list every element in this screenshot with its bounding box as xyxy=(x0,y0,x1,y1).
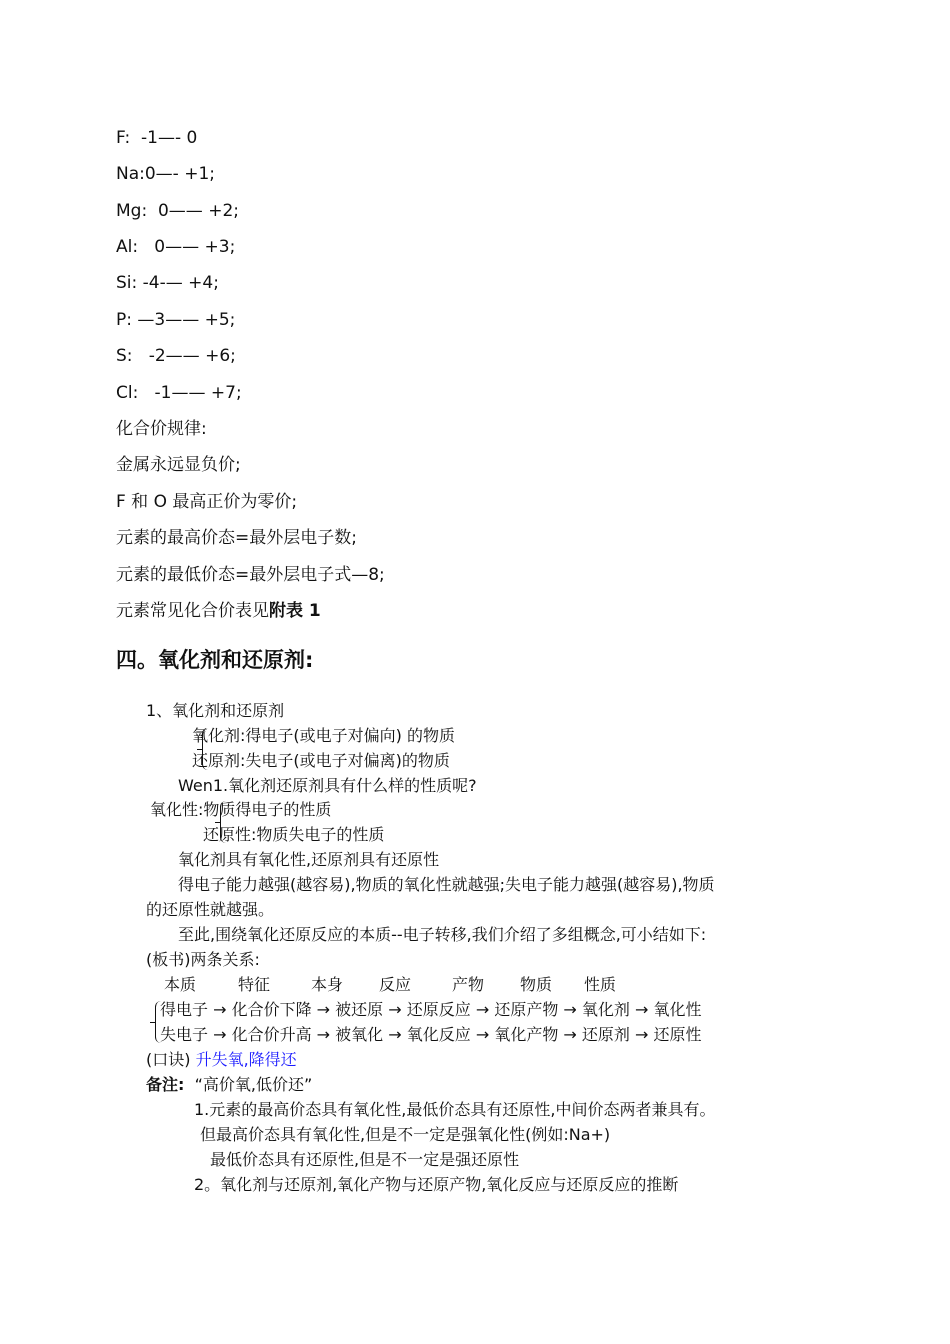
oxidant-definition: 氧化剂:得电子(或电子对偏向) 的物质 xyxy=(192,726,455,745)
valence-rule-metal: 金属永远显负价; xyxy=(116,455,241,475)
note-1-c: 最低价态具有还原性,但是不一定是强还原性 xyxy=(210,1150,520,1169)
relation-header-feature: 特征 xyxy=(238,975,271,994)
section-heading: 四。氧化剂和还原剂: xyxy=(116,648,314,672)
valence-line-f: F: -1—- 0 xyxy=(116,128,198,148)
valence-line-si: Si: -4-— +4; xyxy=(116,273,219,293)
note-2: 2。氧化剂与还原剂,氧化产物与还原产物,氧化反应与还原反应的推断 xyxy=(194,1175,679,1194)
valence-rule-f-o: F 和 O 最高正价为零价; xyxy=(116,492,298,512)
relation-header-reaction: 反应 xyxy=(379,975,412,994)
valence-line-cl: Cl: -1—— +7; xyxy=(116,383,242,403)
note-label: 备注: xyxy=(146,1075,185,1094)
relation-header-product: 产物 xyxy=(452,975,485,994)
valence-rule-highest: 元素的最高价态=最外层电子数; xyxy=(116,528,357,548)
note-text: “高价氧,低价还” xyxy=(194,1075,313,1094)
appendix-reference xyxy=(116,601,321,621)
valence-line-al: Al: 0—— +3; xyxy=(116,237,236,257)
summary-intro: 至此,围绕氧化还原反应的本质--电子转移,我们介绍了多组概念,可小结如下: xyxy=(178,925,707,944)
note-1: 1.元素的最高价态具有氧化性,最低价态具有还原性,中间价态两者兼具有。 xyxy=(194,1100,716,1119)
valence-line-mg: Mg: 0—— +2; xyxy=(116,201,240,221)
relation-header-essence: 本质 xyxy=(164,975,197,994)
reducing-property: 还原性:物质失电子的性质 xyxy=(203,825,385,844)
ability-line-1: 得电子能力越强(越容易),物质的氧化性就越强;失电子能力越强(越容易),物质 xyxy=(178,875,715,894)
relation-row-gain: 得电子 → 化合价下降 → 被还原 → 还原反应 → 还原产物 → 氧化剂 → 氧化性 xyxy=(160,1000,702,1019)
reductant-definition: 还原剂:失电子(或电子对偏离)的物质 xyxy=(192,751,450,770)
valence-rule-lowest: 元素的最低价态=最外层电子式—8; xyxy=(116,565,385,585)
oxidizing-property: 氧化性:物质得电子的性质 xyxy=(150,800,332,819)
valence-line-s: S: -2—— +6; xyxy=(116,346,236,366)
relation-row-loss: 失电子 → 化合价升高 → 被氧化 → 氧化反应 → 氧化产物 → 还原剂 → 还原性 xyxy=(160,1025,702,1044)
relation-header-substance: 物质 xyxy=(520,975,553,994)
appendix-prefix: 元素常见化合价表见 xyxy=(116,601,269,621)
agents-properties: 氧化剂具有氧化性,还原剂具有还原性 xyxy=(178,850,440,869)
mnemonic-label: (口诀) xyxy=(146,1050,191,1069)
mnemonic-line xyxy=(146,1050,297,1070)
valence-line-p: P: —3—— +5; xyxy=(116,310,236,330)
relation-header-itself: 本身 xyxy=(311,975,344,994)
mnemonic-text: 升失氧,降得还 xyxy=(195,1050,297,1069)
item-1-title: 1、氧化剂和还原剂 xyxy=(146,701,285,720)
relation-header-property: 性质 xyxy=(584,975,617,994)
question-line: Wen1.氧化剂还原剂具有什么样的性质呢? xyxy=(178,776,477,795)
board-note: (板书)两条关系: xyxy=(146,950,260,969)
valence-line-na: Na:0—- +1; xyxy=(116,164,216,184)
valence-rules-title: 化合价规律: xyxy=(116,419,207,439)
ability-line-2: 的还原性就越强。 xyxy=(146,900,275,919)
appendix-link-text: 附表 1 xyxy=(269,601,321,621)
note-1-b: 但最高价态具有氧化性,但是不一定是强氧化性(例如:Na+) xyxy=(200,1125,611,1144)
note-line xyxy=(146,1075,312,1095)
